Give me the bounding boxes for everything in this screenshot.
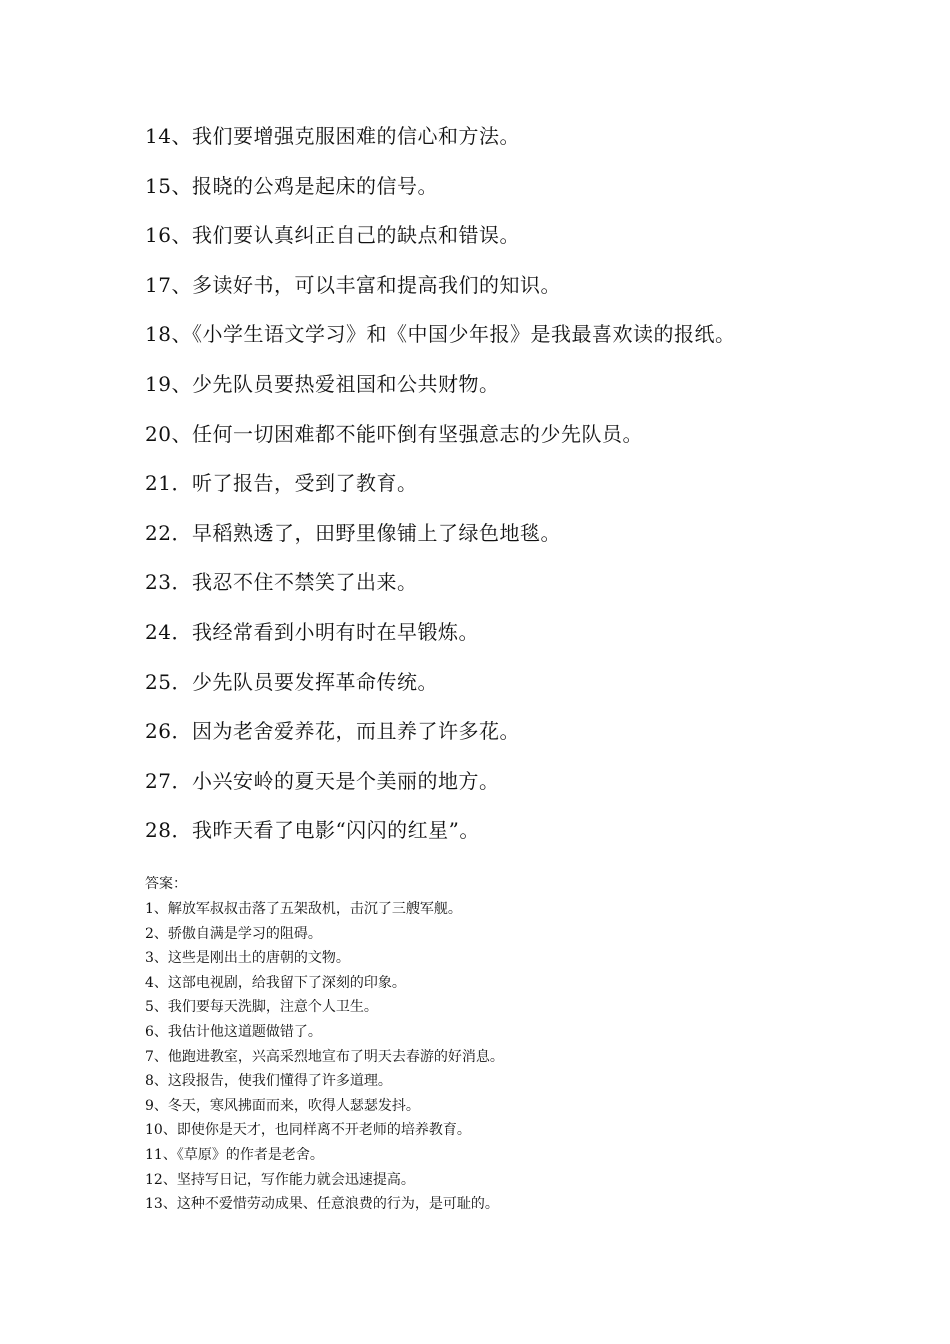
question-item: 25．少先队员要发挥革命传统。: [145, 669, 438, 694]
answer-item: 6、我估计他这道题做错了。: [145, 1023, 322, 1040]
answer-list: [145, 897, 925, 1217]
answer-item: 1、解放军叔叔击落了五架敌机，击沉了三艘军舰。: [145, 901, 462, 917]
question-item: 28．我昨天看了电影“闪闪的红星”。: [145, 818, 480, 843]
question-item: 21．听了报告，受到了教育。: [145, 471, 418, 496]
question-item: 19、少先队员要热爱祖国和公共财物。: [145, 371, 500, 396]
answer-item: 7、他跑进教室，兴高采烈地宣布了明天去春游的好消息。: [145, 1048, 504, 1065]
question-item: 20、任何一切困难都不能吓倒有坚强意志的少先队员。: [145, 421, 643, 446]
answer-item: 9、冬天，寒风拂面而来，吹得人瑟瑟发抖。: [145, 1097, 420, 1114]
answers-heading: 答案：: [145, 876, 187, 892]
answer-item: 4、这部电视剧，给我留下了深刻的印象。: [145, 974, 406, 991]
question-list: [145, 118, 925, 862]
answer-item: 12、坚持写日记，写作能力就会迅速提高。: [145, 1171, 415, 1188]
question-item: 22．早稻熟透了，田野里像铺上了绿色地毯。: [145, 520, 561, 545]
answer-item: 5、我们要每天洗脚，注意个人卫生。: [145, 999, 378, 1016]
answer-item: 11、《草原》的作者是老舍。: [145, 1146, 324, 1163]
answer-item: 10、即使你是天才，也同样离不开老师的培养教育。: [145, 1122, 471, 1139]
question-item: 15、报晓的公鸡是起床的信号。: [145, 173, 438, 198]
question-item: 18、《小学生语文学习》和《中国少年报》是我最喜欢读的报纸。: [145, 322, 736, 347]
question-item: 24．我经常看到小明有时在早锻炼。: [145, 619, 479, 644]
answer-item: 2、骄傲自满是学习的阻碍。: [145, 925, 322, 942]
question-item: 14、我们要增强克服困难的信心和方法。: [145, 124, 520, 148]
answer-item: 8、这段报告，使我们懂得了许多道理。: [145, 1073, 392, 1090]
question-item: 26．因为老舍爱养花，而且养了许多花。: [145, 719, 520, 744]
question-item: 16、我们要认真纠正自己的缺点和错误。: [145, 223, 520, 248]
question-item: 23．我忍不住不禁笑了出来。: [145, 570, 418, 595]
answer-item: 3、这些是刚出土的唐朝的文物。: [145, 950, 350, 967]
question-item: 27．小兴安岭的夏天是个美丽的地方。: [145, 768, 500, 793]
question-item: 17、多读好书，可以丰富和提高我们的知识。: [145, 272, 561, 297]
answer-item: 13、这种不爱惜劳动成果、任意浪费的行为，是可耻的。: [145, 1196, 499, 1213]
